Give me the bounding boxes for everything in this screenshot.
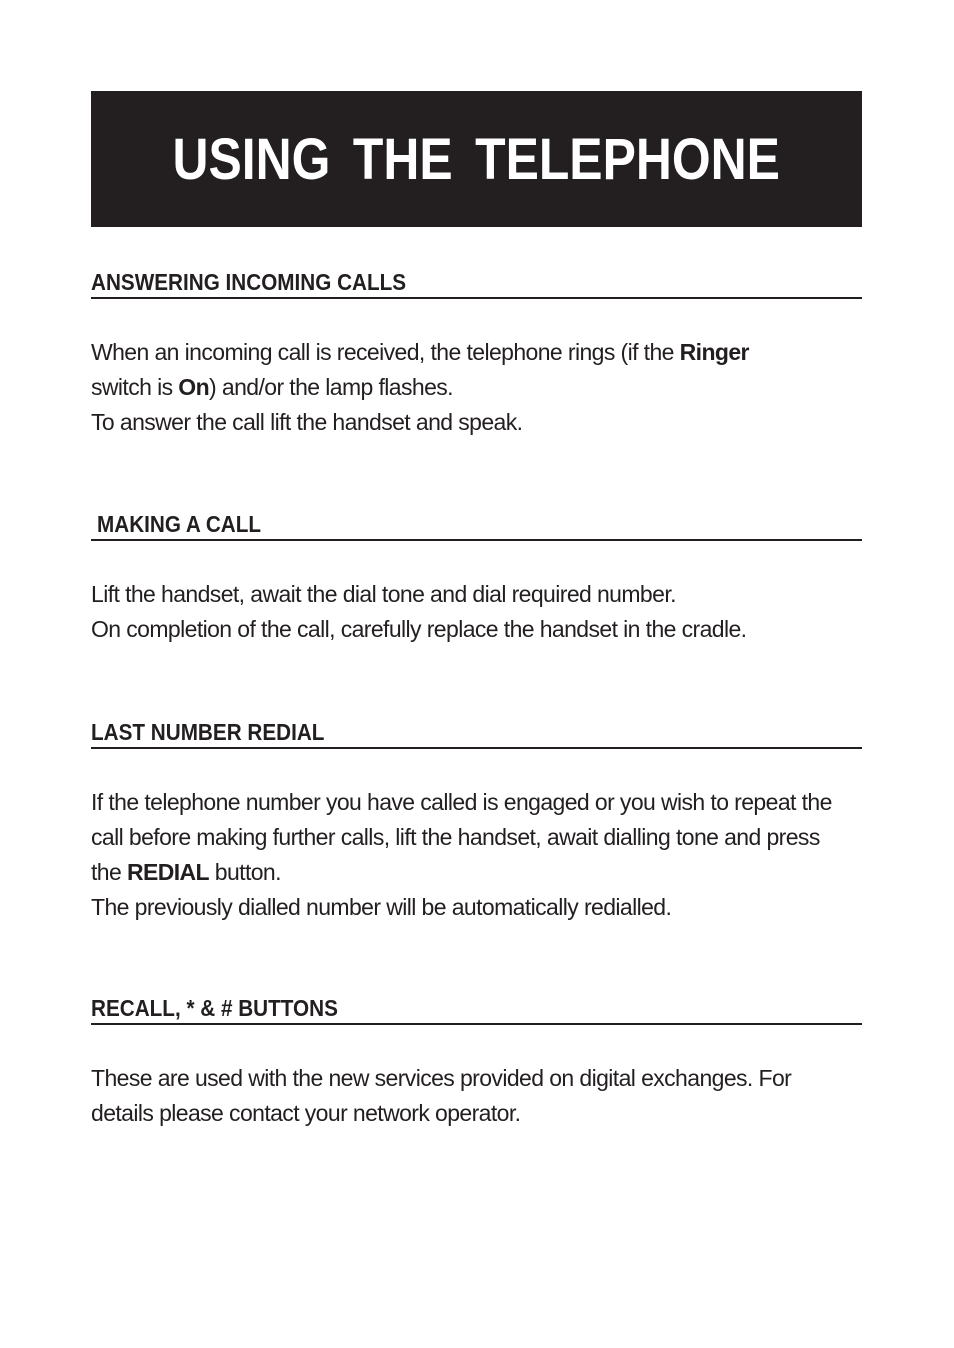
paragraph-line: the REDIAL button. <box>91 859 281 885</box>
paragraph-line: These are used with the new services provided on digital exchanges. For <box>91 1065 792 1091</box>
page-title: USING THE TELEPHONE <box>172 126 781 192</box>
title-banner <box>91 91 862 227</box>
section-making-call <box>91 510 862 647</box>
paragraph-line: details please contact your network operator. <box>91 1100 521 1126</box>
section-recall-buttons <box>91 994 862 1131</box>
section-heading: ANSWERING INCOMING CALLS <box>91 268 862 299</box>
section-body <box>91 577 862 647</box>
section-answering-calls <box>91 268 862 440</box>
paragraph-line: The previously dialled number will be automatically redialled. <box>91 894 672 920</box>
section-heading: RECALL, * & # BUTTONS <box>91 994 862 1025</box>
paragraph-line: To answer the call lift the handset and speak. <box>91 409 523 435</box>
section-body <box>91 785 862 925</box>
section-last-number-redial <box>91 718 862 925</box>
paragraph-line: call before making further calls, lift the handset, await dialling tone and press <box>91 824 820 850</box>
paragraph-line: When an incoming call is received, the telephone rings (if the Ringer <box>91 339 749 365</box>
section-heading: LAST NUMBER REDIAL <box>91 718 862 749</box>
section-heading: MAKING A CALL <box>91 510 862 541</box>
paragraph-line: If the telephone number you have called is engaged or you wish to repeat the <box>91 789 832 815</box>
paragraph-line: switch is On) and/or the lamp flashes. <box>91 374 453 400</box>
paragraph-line: Lift the handset, await the dial tone and dial required number. <box>91 581 676 607</box>
section-body <box>91 335 862 440</box>
section-body <box>91 1061 862 1131</box>
paragraph-line: On completion of the call, carefully replace the handset in the cradle. <box>91 616 747 642</box>
